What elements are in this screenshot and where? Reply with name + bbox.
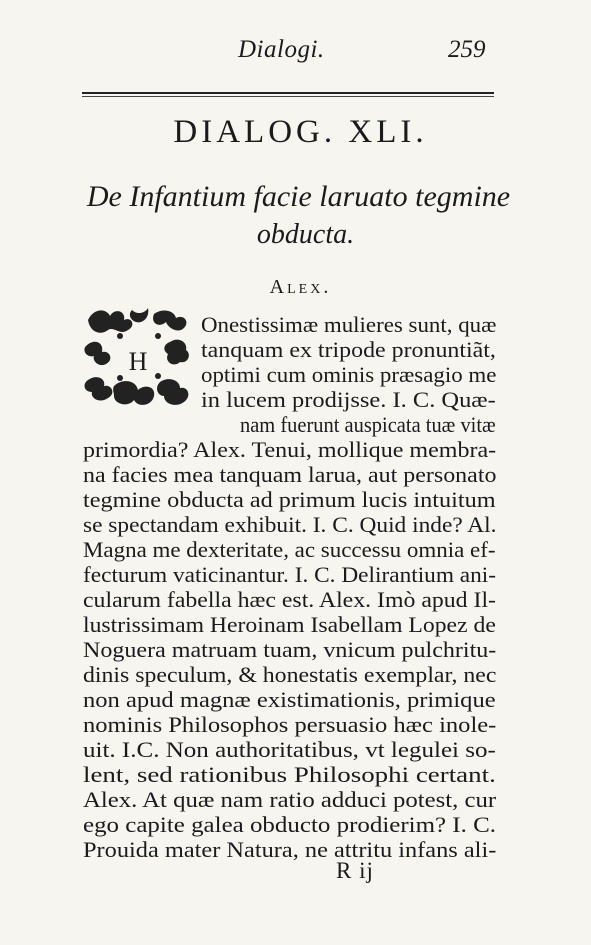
body-line: in lucem prodijsse. I. C. Quæ- bbox=[201, 387, 496, 412]
body-line: Noguera matruam tuam, vnicum pulchritu- bbox=[83, 637, 497, 662]
dialog-title: DIALOG. XLI. bbox=[173, 114, 428, 150]
body-line: tegmine obducta ad primum lucis intuitum bbox=[83, 487, 496, 512]
body-line: Magna me dexteritate, ac successu omnia ef- bbox=[83, 537, 496, 562]
body-line: fecturum vaticinantur. I. C. Delirantium ani- bbox=[83, 562, 497, 587]
body-line: ego capite galea obducto prodierim? I. C. bbox=[83, 812, 496, 837]
body-line: lustrissimam Heroinam Isabellam Lopez de bbox=[83, 612, 496, 637]
body-line: primordia? Alex. Tenui, mollique membra- bbox=[83, 437, 497, 462]
body-line: Prouida mater Natura, ne attritu infans ali- bbox=[83, 837, 497, 862]
body-line: nominis Philosophos persuasio hæc inole- bbox=[83, 712, 497, 737]
body-line: uit. I.C. Non authoritatibus, vt legulei so- bbox=[83, 737, 496, 762]
body-line: Onestissimæ mulieres sunt, quæ bbox=[201, 312, 497, 337]
header-rule-thin bbox=[82, 96, 494, 97]
body-line: lent, sed rationibus Philosophi certant. bbox=[83, 762, 496, 787]
subtitle-line-1: De Infantium facie laruato tegmine bbox=[86, 180, 511, 213]
header-rule bbox=[82, 92, 494, 94]
body-line: Alex. At quæ nam ratio adduci potest, cur bbox=[83, 787, 497, 812]
body-line: optimi cum ominis præsagio me bbox=[201, 362, 497, 387]
body-line: tanquam ex tripode pronuntiãt, bbox=[201, 337, 496, 362]
decorated-initial bbox=[84, 306, 192, 412]
body-line: non apud magnæ existimationis, primique bbox=[83, 687, 496, 712]
body-line: se spectandam exhibuit. I. C. Quid inde? Al. bbox=[83, 512, 497, 537]
body-line: nam fuerunt auspicata tuæ vitæ bbox=[240, 412, 496, 437]
body-line: na facies mea tanquam larua, aut personato bbox=[83, 462, 497, 487]
floral-ornament-icon bbox=[84, 306, 192, 412]
speaker-heading: Alex. bbox=[269, 276, 332, 298]
signature-mark: R ij bbox=[336, 858, 374, 883]
running-head-title: Dialogi. bbox=[238, 36, 325, 63]
subtitle-line-2: obducta. bbox=[256, 219, 355, 250]
body-line: cularum fabella hæc est. Alex. Imò apud Il- bbox=[83, 587, 496, 612]
page-number: 259 bbox=[448, 36, 486, 63]
initial-letter: H bbox=[128, 347, 148, 376]
body-line: dinis speculum, & honestatis exemplar, nec bbox=[83, 662, 497, 687]
running-head bbox=[0, 36, 591, 76]
